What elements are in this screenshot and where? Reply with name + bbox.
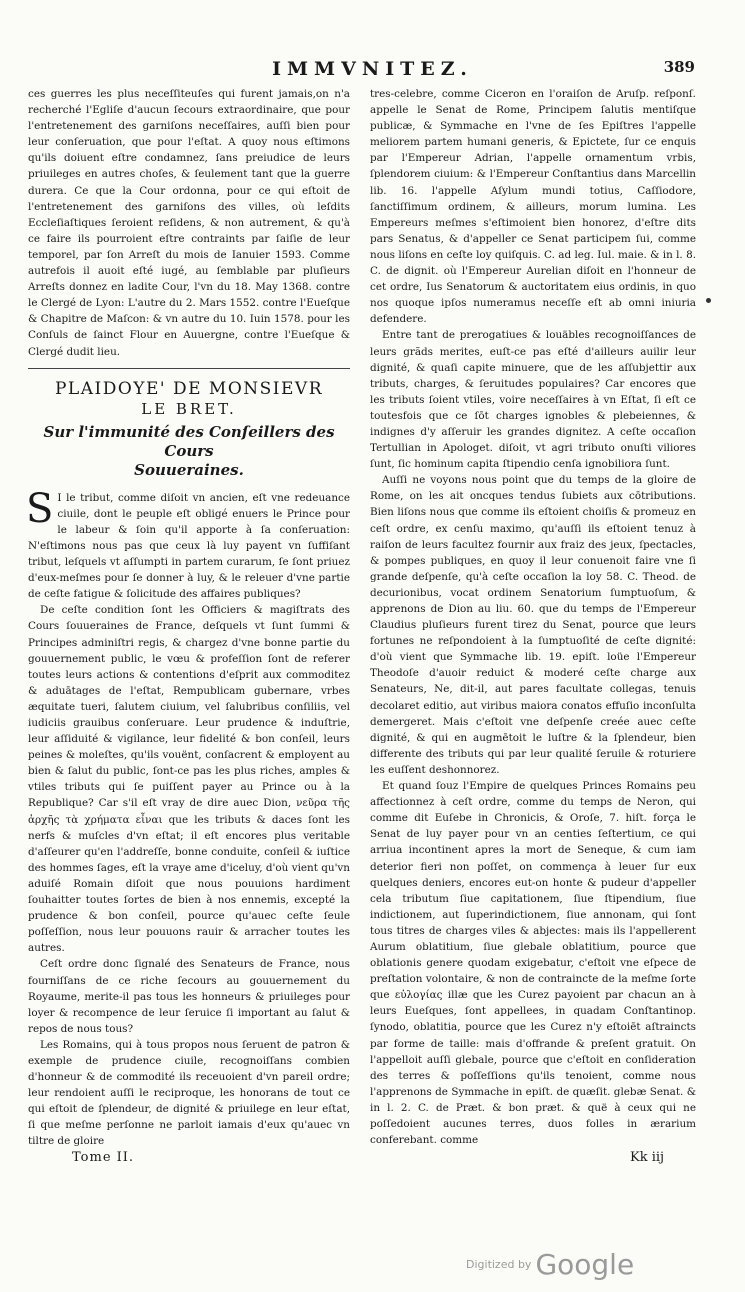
volume-label: Tome II. (72, 1150, 135, 1165)
plaidoye-title: PLAIDOYE' DE MONSIEVR (54, 378, 323, 399)
signature-mark: Kk iij (630, 1150, 665, 1165)
intro-paragraph: ces guerres les plus neceſſiteuſes qui furent jamais,on n'a recherché l'Egliſe d'aucun ſecours extraordinaire, que pour l'entretenement des garniſons neceſſaires, auſſi bien pour leur conſeruation, que pour l'eſtat. A quoy nous eſtimons qu'ils doiuent eſtre condamnez, ſans preiudice de leurs priuileges en autres choſes, & ſeulement tant que la guerre durera. Ce que la Cour ordonna, pour ce qui eſtoit de l'entretenement des garniſons des villes, où leſdits Eccleſiaſtiques ſeroient reſidens, & non autrement, & qu'à ce faire ils pourroient eſtre contraints par ſaiſie de leur temporel, par ſon Arreſt du mois de Ianuier 1593. Comme autrefois il auoit eſté iugé, au ſemblable par pluſieurs Arreſts donnez en ladite Cour, l'vn du 18. May 1368. contre le Clergé de Lyon: L'autre du 2. Mars 1552. contre l'Eueſque & Chapitre de Maſcon: & vn autre du 10. Iuin 1578. pour les Conſuls de ſainct Flour en Auuergne, contre l'Eueſque & Clergé dudit lieu. (28, 88, 350, 358)
section-divider (28, 368, 350, 369)
page-header (30, 58, 715, 84)
plaidoye-author: LE BRET. (141, 399, 237, 418)
section-title-line1: Sur l'immunité des Conſeillers des Cours (43, 422, 335, 460)
paragraph: Ceſt ordre donc ſignalé des Senateurs de France, nous fourniſſans de ce riche ſecours au gouuernement du Royaume, merite-il pas tous les honneurs & priuileges pour loyer & recompence de leur ſeruice ſi important au ſalut & repos de nous tous? (28, 958, 350, 1035)
paragraph: Et quand ſouz l'Empire de quelques Princes Romains peu affectionnez à ceſt ordre, comme du temps de Neron, qui comme dit Euſebe in Chronicis, & Oroſe, 7. hiſt. força le Senat de luy payer pour vn an centies ſeſtertium, ce qui arriua incontinent apres la mort de Seneque, & cum iam deterior fieri non poſſet, on commença à leuer ſur eux quelques deniers, encores eut-on honte & pudeur d'appeller cela tributum ſiue capitationem, ſiue ſtipendium, ſiue indictionem, aut ſuperindictionem, ſiue annonam, qui ſont tous titres de charges viles & abjectes: mais ils l'appellerent Aurum oblatitium, ſiue glebale oblatitium, pource que oblationis genere quodam exigebatur, c'eſtoit vne eſpece de preſtation volontaire, & non de contraincte de la meſme ſorte que εὐλογίας illæ que les Curez payoient par chacun an à leurs Eueſques, ſont appellees, in quadam Conſtantinop. ſynodo, oblatitia, pource que les Curez n'y eſtoiēt aſtraincts par forme de taille: mais d'offrande & preſent gratuit. On l'appelloit auſſi glebale, pource que c'eſtoit en conſideration des terres & poſſeſſions qu'ils tenoient, comme nous l'apprenons de Symmache in epiſt. de quæſit. glebæ Senat. & in l. 2. C. de Præt. & bon præt. & quë à ceux qui ne poſſedoient aucunes terres, duos folles in ærarium conferebant. comme (370, 780, 696, 1147)
first-paragraph-text: I le tribut, comme diſoit vn ancien, eſt vne redeuance ciuile, dont le peuple eſt obligé enuers le Prince pour le labeur & ſoin qu'il apporte à ſa conſeruation: N'eſtimons nous pas que ceux là luy payent vn ſuffiſant tribut, leſquels vt aſſumpti in partem curarum, ſe ſont priuez d'eux-meſmes pour ſe donner à luy, & le releuer d'vne partie de ceſte fatigue & ſolicitude des affaires publiques? (28, 491, 350, 601)
paragraph: Auſſi ne voyons nous point que du temps de la gloire de Rome, on les ait oncques tendus ſubiets aux cōtributions. Bien liſons nous que comme ils eſtoient choiſis & promeuz en ceſt ordre, ex cenſu maximo, qu'auſſi ils eſtoient tenuz à raiſon de leurs facultez fournir aux fraiz des jeux, ſpectacles, & pompes publiques, en quoy il leur conuenoit faire vne ſi grande deſpenſe, qu'à ceſte occaſion la loy 58. C. Theod. de decurionibus, vocat ordinem Senatorium ſumptuoſum, & apprenons de Dion au liu. 60. que du temps de l'Empereur Claudius pluſieurs furent tirez du Senat, pource que leurs fortunes ne reſpondoient à la ſumptuoſité de ceſte dignité: d'où vient que Symmache lib. 19. epiſt. loüe l'Empereur Theodoſe d'auoir reduict & moderé ceſte charge aux Senateurs, Ne, dit-il, aut pares facultate collegas, tenuis decolaret editio, aut viribus maiora conatos effuſio inconſulta demergeret. Mais c'eſtoit vne deſpenſe creée auec ceſte dignité, & qui en augmētoit le luſtre & la ſplendeur, bien differente des tributs qui par leur qualité ſeruile & roturiere les euſſent deshonnorez. (370, 474, 696, 776)
paragraph: Les Romains, qui à tous propos nous ſeruent de patron & exemple de prudence ciuile, recognoiſſans combien d'honneur & de commodité ils receuoient d'vn pareil ordre; leur rendoient auſſi le reciproque, les honorans de tout ce qui eſtoit de ſplendeur, de dignité & priuilege en leur eſtat, ſi que meſme perſonne ne parloit iamais d'eux qu'auec vn tiltre de gloire (28, 1038, 350, 1148)
first-paragraph (26, 485, 350, 603)
watermark-prefix: Digitized by (466, 1258, 532, 1271)
section-title (28, 423, 350, 480)
paragraph: De ceſte condition ſont les Officiers & magiſtrats des Cours ſouueraines de France, deſquels vt ſunt ſummi & Principes adminiſtri regis, & chargez d'vne bonne partie du gouuernement public, le vœu & profeſſion ſont de referer toutes leurs actions & contentions d'eſprit aux commoditez & aduātages de l'eſtat, Rempublicam gubernare, vrbes æquitate tueri, ſalutem ciuium, vel ſalubribus conſiliis, vel iudiciis grauibus conſeruare. Leur prudence & induſtrie, leur aſſiduité & vigilance, leur fidelité & bon conſeil, leurs peines & moleſtes, qu'ils vouënt, conſacrent & employent au bien & ſalut du public, ſont-ce pas les plus riches, amples & vtiles tributs qui ſe puiſſent payer au Prince ou à la Republique? Car s'il eſt vray de dire auec Dion, νεῦρα τῆς ἀρχῆς τὰ χρήματα εἶναι que les tributs & daces ſont les nerfs & muſcles d'vn eſtat; il eſt encores plus veritable d'aſſeurer qu'en l'addreſſe, bonne conduite, conſeil & iuſtice des hommes ſages, eſt la vraye ame d'iceluy, d'où vient qu'vn aduiſé Romain diſoit que nous pouuions hardiment ſouhaitter toutes ſortes de bien à nos ennemis, excepté la prudence & bon conſeil, pource qu'auec ceſte ſeule poſſeſſion, nous leur pouuons rauir & arracher toutes les autres. (28, 604, 350, 955)
digitization-watermark (466, 1248, 634, 1281)
page-number: 389 (663, 58, 695, 76)
margin-dot-icon (706, 298, 711, 303)
paragraph: Entre tant de prerogatiues & louäbles recognoiſſances de leurs grãds merites, euſt-ce pas eſté d'ailleurs auilir leur dignité, & quaſi capite minuere, que de les aſſubjettir aux tributs, charges, & ſeruitudes populaires? Car encores que les tributs ſoient vtiles, voire neceſſaires à vn Eſtat, ſi eſt ce toutesfois que ce ſōt charges ignobles & plebeiennes, & indignes d'y aſſeruir les grandes dignitez. A ceſte occaſion Tertullian in Apologet. diſoit, vt agri tributo onuſti viliores ſunt, ſic hominum capita ſtipendio cenſa ignobiliora ſunt. (370, 329, 696, 471)
watermark-brand: Google (535, 1248, 635, 1281)
drop-cap: S (26, 485, 54, 532)
running-title: IMMVNITEZ. (272, 58, 473, 80)
left-column (28, 86, 350, 1150)
paragraph: tres-celebre, comme Ciceron en l'oraiſon de Aruſp. reſponſ. appelle le Senat de Rome, Principem ſalutis mentiſque publicæ, & Symmache en l'vne de ſes Epiſtres l'appelle meliorem partem humani generis, & Epictete, ſur ce enquis par l'Empereur Adrian, l'appelle ornamentum vrbis, ſplendorem ciuium: & l'Empereur Conſtantius dans Marcellin lib. 16. l'appelle Aſylum mundi totius, Caſſiodore, ſanctiſſimum ordinem, & ailleurs, morum lumina. Les Empereurs meſmes s'eſtimoient bien honorez, d'eſtre dits pars Senatus, & d'appeller ce Senat participem ſui, comme nous liſons en ceſte loy quiſquis. C. ad leg. Iul. maie. & in l. 8. C. de dignit. où l'Empereur Aurelian diſoit en l'honneur de cet ordre, Ius Senatorum & auctoritatem eius ordinis, in quo nos quoque ipſos numeramus neceſſe eſt ab omni iniuria defendere. (370, 88, 696, 326)
section-title-line2: Souueraines. (134, 460, 244, 479)
right-column (370, 86, 696, 1148)
